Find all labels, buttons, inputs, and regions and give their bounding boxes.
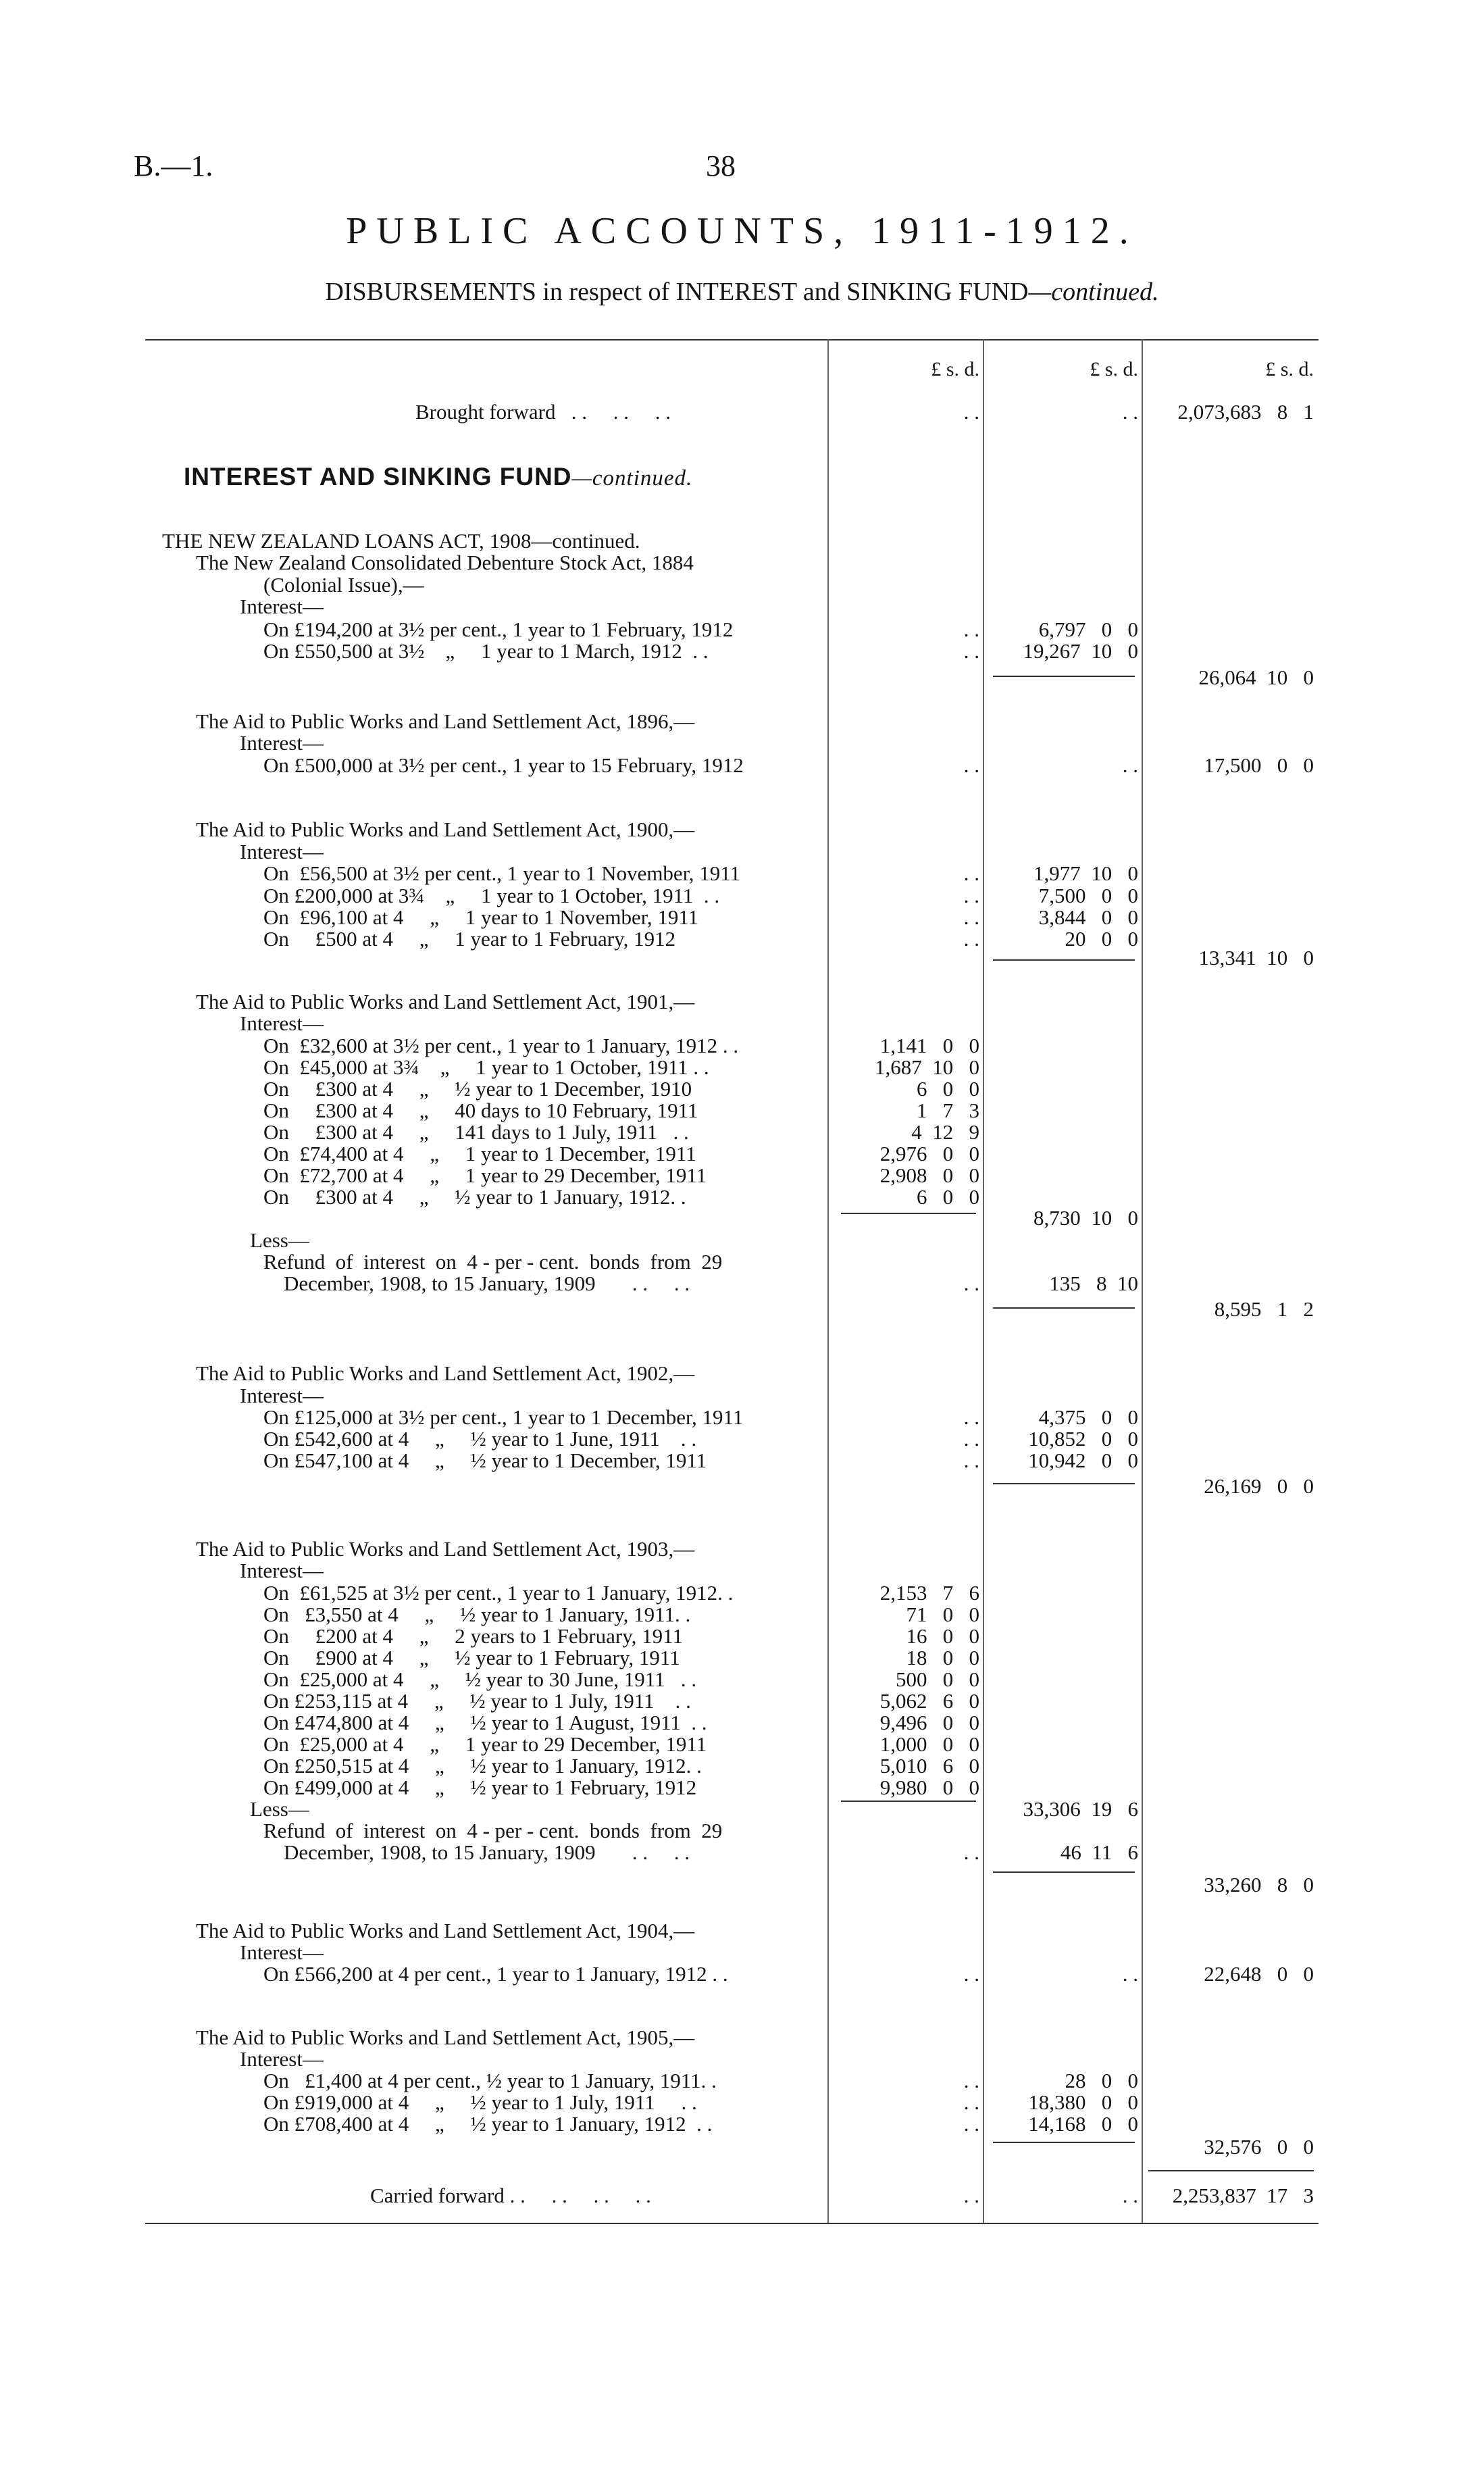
row-label: On £300 at 4 „ 40 days to 10 February, 1911 [263, 1099, 698, 1122]
amount-col1: 6 0 0 [917, 1077, 979, 1101]
amount-col1: 4 12 9 [911, 1120, 979, 1144]
table-row [0, 1405, 1484, 1430]
amount-col2: 4,375 0 0 [1038, 1405, 1138, 1429]
row-label: On £566,200 at 4 per cent., 1 year to 1 January, 1912 . . [263, 1962, 728, 1986]
row-label: On £74,400 at 4 „ 1 year to 1 December, 1911 [263, 1142, 696, 1165]
row-label: On £72,700 at 4 „ 1 year to 29 December, 1911 [263, 1163, 707, 1187]
page-reference: B.—1. [134, 149, 213, 182]
table-row [0, 2025, 1484, 2050]
table-row [0, 2112, 1484, 2136]
amount-col2: 10,852 0 0 [1028, 1427, 1138, 1451]
row-label: On £500,000 at 3½ per cent., 1 year to 15 February, 1912 [263, 753, 744, 777]
amount-col1: 2,976 0 0 [879, 1142, 979, 1165]
amount-col1: . . [963, 1405, 979, 1429]
amount-col3: 2,253,837 17 3 [1172, 2184, 1314, 2207]
column-header-3: £ s. d. [1265, 358, 1314, 380]
section-heading-text: INTEREST AND SINKING FUND [184, 463, 572, 490]
table-row [0, 1427, 1484, 1451]
row-label: On £1,400 at 4 per cent., ½ year to 1 January, 1911. . [263, 2069, 717, 2092]
row-label: The New Zealand Consolidated Debenture Stock Act, 1884 [196, 551, 694, 574]
row-label: On £200 at 4 „ 2 years to 1 February, 1911 [263, 1624, 684, 1648]
amount-col1: . . [963, 927, 979, 951]
amount-col1: . . [963, 1962, 979, 1986]
amount-col1: . . [963, 2112, 979, 2136]
table-row [0, 1689, 1484, 1713]
table-row [0, 1011, 1484, 1036]
table-row [0, 595, 1484, 619]
table-row [0, 1099, 1484, 1123]
total-rule [1148, 2170, 1314, 2171]
amount-col2: 7,500 0 0 [1038, 884, 1138, 907]
table-row [0, 1603, 1484, 1627]
row-label: On £61,525 at 3½ per cent., 1 year to 1 January, 1912. . [263, 1581, 734, 1605]
table-row [0, 905, 1484, 930]
amount-col1: 1,000 0 0 [879, 1732, 979, 1756]
table-row [0, 639, 1484, 663]
amount-col2: . . [1122, 753, 1138, 777]
amount-col2: 18,380 0 0 [1028, 2090, 1138, 2114]
row-label: On £919,000 at 4 „ ½ year to 1 July, 1911 . . [263, 2090, 697, 2114]
table-row [0, 884, 1484, 908]
table-row [0, 1711, 1484, 1735]
amount-col1: 5,010 6 0 [879, 1754, 979, 1778]
row-label: Interest— [240, 1940, 324, 1964]
amount-col1: . . [963, 2090, 979, 2114]
row-label: Interest— [240, 840, 324, 863]
table-row [0, 1754, 1484, 1778]
amount-col1: . . [963, 1449, 979, 1472]
amount-col2: 10,942 0 0 [1028, 1449, 1138, 1472]
amount-col1: . . [963, 861, 979, 885]
table-row [0, 1840, 1484, 1865]
amount-col1: . . [963, 618, 979, 641]
amount-col1: . . [963, 884, 979, 907]
amount-col1: 1 7 3 [917, 1099, 979, 1122]
section-heading-continued: —continued. [571, 466, 693, 490]
table-row [0, 1142, 1484, 1166]
amount-col1: . . [963, 1427, 979, 1451]
row-label: On £194,200 at 3½ per cent., 1 year to 1 February, 1912 [263, 618, 734, 641]
amount-col1: 2,908 0 0 [879, 1163, 979, 1187]
amount-col2: 19,267 10 0 [1023, 639, 1138, 663]
table-row [0, 1667, 1484, 1692]
table-row [0, 1819, 1484, 1843]
table-row [0, 2047, 1484, 2071]
amount-col1: . . [963, 1272, 979, 1295]
amount-col1: 9,496 0 0 [879, 1711, 979, 1734]
table-row [0, 1797, 1484, 1821]
table-row [0, 709, 1484, 734]
amount-col2: 8,730 10 0 [1033, 1206, 1138, 1230]
row-label: On £96,100 at 4 „ 1 year to 1 November, 1911 [263, 905, 699, 929]
amount-col3: 2,073,683 8 1 [1177, 400, 1314, 424]
amount-col1: 6 0 0 [917, 1185, 979, 1209]
row-label: (Colonial Issue),— [263, 573, 424, 597]
amount-col2: 1,977 10 0 [1033, 861, 1138, 885]
page-title: PUBLIC ACCOUNTS, 1911-1912. [346, 210, 1138, 252]
row-label: Less— [250, 1228, 309, 1252]
table-row [0, 400, 1484, 424]
row-label: Refund of interest on 4 - per - cent. bonds from 29 [263, 1250, 723, 1274]
table-row [0, 861, 1484, 886]
table-row [0, 2090, 1484, 2115]
table-row [0, 817, 1484, 842]
amount-col1: . . [963, 639, 979, 663]
row-label: On £250,515 at 4 „ ½ year to 1 January, 1912. . [263, 1754, 702, 1778]
row-label: Brought forward . . . . . . [415, 400, 671, 424]
row-label: The Aid to Public Works and Land Settlement Act, 1900,— [196, 817, 695, 841]
amount-col1: . . [963, 1840, 979, 1864]
amount-col1: . . [963, 2184, 979, 2207]
table-row [0, 1250, 1484, 1274]
row-label: December, 1908, to 15 January, 1909 . . . . [284, 1272, 690, 1295]
row-label: Interest— [240, 1384, 324, 1407]
row-label: On £300 at 4 „ ½ year to 1 January, 1912. . [263, 1185, 686, 1209]
table-row [0, 529, 1484, 553]
row-label: Carried forward . . . . . . . . [370, 2184, 651, 2207]
row-label: The Aid to Public Works and Land Settlement Act, 1904,— [196, 1919, 695, 1942]
row-label: December, 1908, to 15 January, 1909 . . . . [284, 1840, 690, 1864]
row-label: On £550,500 at 3½ „ 1 year to 1 March, 1912 . . [263, 639, 709, 663]
amount-col1: 9,980 0 0 [879, 1776, 979, 1799]
row-label: On £474,800 at 4 „ ½ year to 1 August, 1911 . . [263, 1711, 707, 1734]
row-label: On £32,600 at 3½ per cent., 1 year to 1 January, 1912 . . [263, 1034, 739, 1057]
row-label: Interest— [240, 1011, 324, 1035]
amount-col3: 17,500 0 0 [1204, 753, 1314, 777]
table-row [0, 573, 1484, 597]
amount-col1: 2,153 7 6 [879, 1581, 979, 1605]
amount-col1: 71 0 0 [906, 1603, 979, 1626]
table-row [0, 1361, 1484, 1386]
table-row [0, 1228, 1484, 1253]
amount-col3: 8,595 1 2 [1214, 1297, 1314, 1321]
amount-col1: 18 0 0 [906, 1646, 979, 1669]
table-row [0, 665, 1484, 690]
table-row [0, 1559, 1484, 1583]
row-label: Refund of interest on 4 - per - cent. bonds from 29 [263, 1819, 723, 1842]
amount-col1: . . [963, 400, 979, 424]
table-row [0, 1449, 1484, 1473]
amount-col1: . . [963, 753, 979, 777]
table-row [0, 1474, 1484, 1499]
row-label: The Aid to Public Works and Land Settlement Act, 1903,— [196, 1537, 695, 1561]
table-row [0, 1163, 1484, 1188]
page-subtitle [0, 277, 1484, 307]
row-label: Interest— [240, 2047, 324, 2071]
amount-col2: . . [1122, 2184, 1138, 2207]
table-row [0, 2069, 1484, 2093]
row-label: On £500 at 4 „ 1 year to 1 February, 1912 [263, 927, 676, 951]
column-header-2: £ s. d. [1090, 358, 1138, 380]
table-row [0, 1537, 1484, 1561]
table-row [0, 731, 1484, 755]
amount-col3: 26,169 0 0 [1204, 1474, 1314, 1498]
amount-col3: 33,260 8 0 [1204, 1873, 1314, 1896]
row-label: On £542,600 at 4 „ ½ year to 1 June, 1911 . . [263, 1427, 697, 1451]
amount-col1: . . [963, 905, 979, 929]
row-label: The Aid to Public Works and Land Settlement Act, 1902,— [196, 1361, 695, 1385]
row-label: Interest— [240, 1559, 324, 1582]
table-row [0, 1384, 1484, 1408]
row-label: Interest— [240, 731, 324, 755]
row-label: The Aid to Public Works and Land Settlement Act, 1896,— [196, 709, 695, 733]
table-row [0, 1272, 1484, 1296]
table-row [0, 1873, 1484, 1897]
row-label: On £125,000 at 3½ per cent., 1 year to 1 December, 1911 [263, 1405, 744, 1429]
row-label: The Aid to Public Works and Land Settlement Act, 1905,— [196, 2025, 695, 2049]
amount-col1: . . [963, 2069, 979, 2092]
amount-col1: 500 0 0 [896, 1667, 979, 1691]
amount-col2: 6,797 0 0 [1038, 618, 1138, 641]
page-number: 38 [706, 149, 736, 182]
table-row [0, 1646, 1484, 1670]
row-label: On £25,000 at 4 „ 1 year to 29 December, 1911 [263, 1732, 707, 1756]
row-label: On £300 at 4 „ 141 days to 1 July, 1911 . . [263, 1120, 689, 1144]
amount-col3: 32,576 0 0 [1204, 2135, 1314, 2159]
amount-col3: 26,064 10 0 [1198, 665, 1314, 689]
row-label: On £547,100 at 4 „ ½ year to 1 December, 1911 [263, 1449, 707, 1472]
table-row [0, 1919, 1484, 1943]
amount-col3: 13,341 10 0 [1198, 946, 1314, 970]
row-label: Interest— [240, 595, 324, 618]
row-label: Less— [250, 1797, 309, 1821]
subtitle-continued: —continued. [1028, 278, 1159, 306]
table-row [0, 1940, 1484, 1965]
table-row [0, 1581, 1484, 1605]
table-row [0, 1732, 1484, 1757]
amount-col2: 135 8 10 [1049, 1272, 1138, 1295]
table-row [0, 2135, 1484, 2159]
row-label: On £45,000 at 3¾ „ 1 year to 1 October, 1911 . . [263, 1055, 709, 1079]
table-row [0, 1962, 1484, 1986]
amount-col1: 16 0 0 [906, 1624, 979, 1648]
amount-col2: 20 0 0 [1065, 927, 1138, 951]
table-row [0, 840, 1484, 864]
table-row [0, 1034, 1484, 1058]
table-row [0, 2184, 1484, 2208]
table-row [0, 990, 1484, 1014]
row-label: On £25,000 at 4 „ ½ year to 30 June, 1911 . . [263, 1667, 697, 1691]
row-label: On £499,000 at 4 „ ½ year to 1 February, 1912 [263, 1776, 697, 1799]
amount-col1: 1,687 10 0 [875, 1055, 979, 1079]
table-row [0, 1055, 1484, 1080]
amount-col2: 33,306 19 6 [1023, 1797, 1138, 1821]
row-label: On £200,000 at 3¾ „ 1 year to 1 October, 1911 . . [263, 884, 720, 907]
table-row [0, 1120, 1484, 1144]
table-row [0, 1077, 1484, 1101]
table-row [0, 1297, 1484, 1322]
amount-col1: 5,062 6 0 [879, 1689, 979, 1713]
section-heading [184, 463, 692, 491]
amount-col2: 14,168 0 0 [1028, 2112, 1138, 2136]
column-header-1: £ s. d. [931, 358, 979, 380]
amount-col2: 3,844 0 0 [1038, 905, 1138, 929]
amount-col2: 28 0 0 [1065, 2069, 1138, 2092]
subtitle-text: DISBURSEMENTS in respect of INTEREST and SINKING FUND [325, 278, 1029, 306]
row-label: On £900 at 4 „ ½ year to 1 February, 1911 [263, 1646, 680, 1669]
row-label: The Aid to Public Works and Land Settlement Act, 1901,— [196, 990, 695, 1013]
table-row [0, 551, 1484, 575]
table-row [0, 618, 1484, 642]
row-label: On £56,500 at 3½ per cent., 1 year to 1 November, 1911 [263, 861, 741, 885]
table-row [0, 946, 1484, 970]
amount-col2: . . [1122, 1962, 1138, 1986]
table-row [0, 1776, 1484, 1800]
row-label: On £708,400 at 4 „ ½ year to 1 January, 1912 . . [263, 2112, 713, 2136]
table-row [0, 1206, 1484, 1230]
amount-col2: 46 11 6 [1060, 1840, 1138, 1864]
table-row [0, 1624, 1484, 1649]
amount-col2: . . [1122, 400, 1138, 424]
row-label: On £253,115 at 4 „ ½ year to 1 July, 1911 . . [263, 1689, 691, 1713]
row-label: On £3,550 at 4 „ ½ year to 1 January, 1911. . [263, 1603, 691, 1626]
table-row [0, 753, 1484, 778]
amount-col3: 22,648 0 0 [1204, 1962, 1314, 1986]
amount-col1: 1,141 0 0 [879, 1034, 979, 1057]
row-label: THE NEW ZEALAND LOANS ACT, 1908—continued. [162, 529, 640, 553]
row-label: On £300 at 4 „ ½ year to 1 December, 1910 [263, 1077, 692, 1101]
